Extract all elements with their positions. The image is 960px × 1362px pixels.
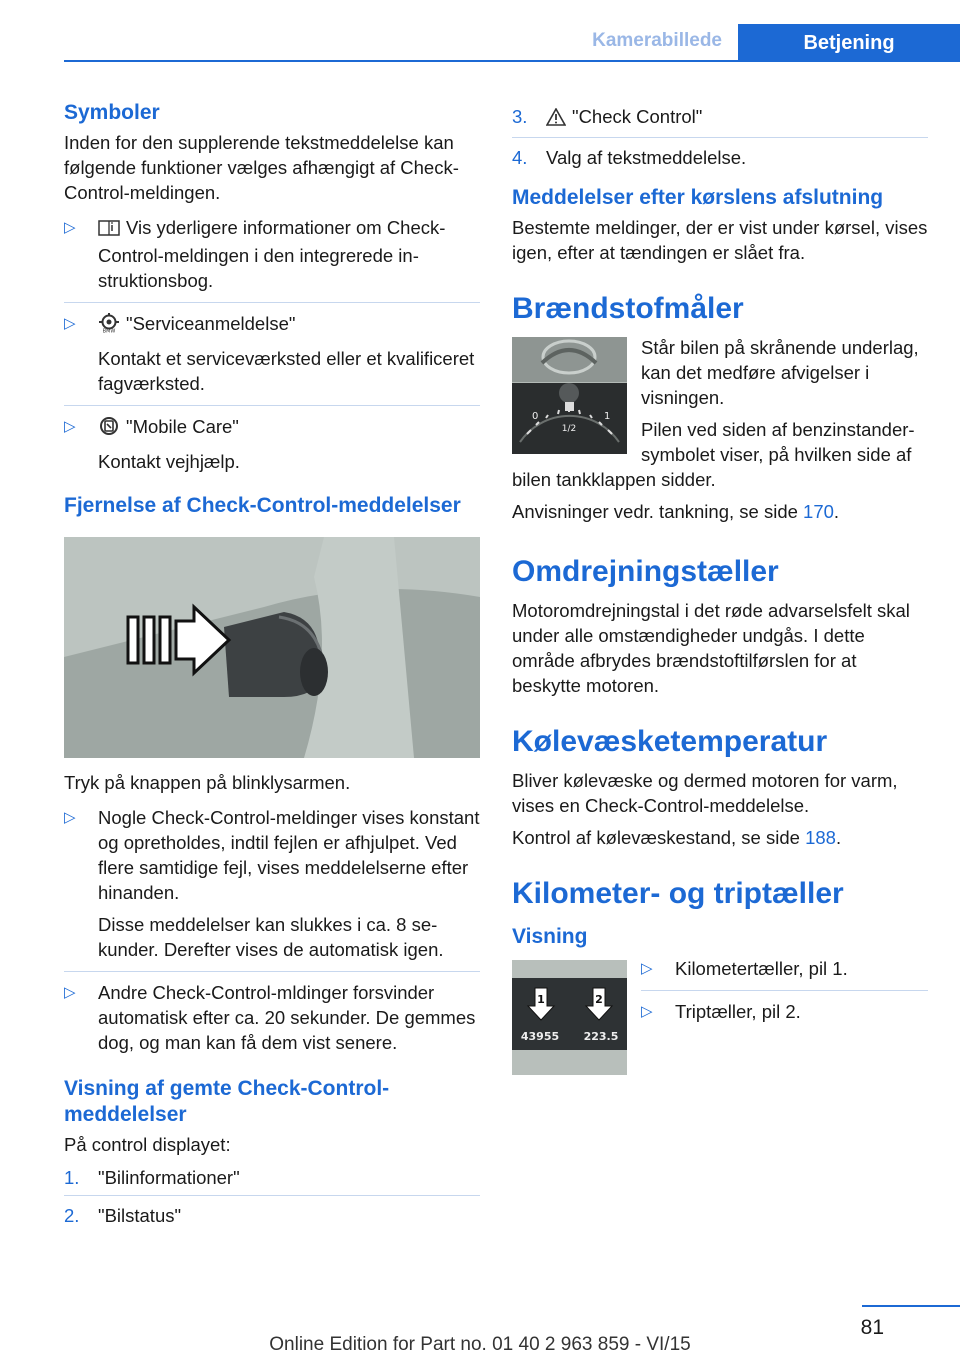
omdrejning-text: Motoromdrejningstal i det røde advarselsfelt skal under alle omstændigheder undgås. I dette område afbrydes brændstoftilførslen for at beskytte motoren. (512, 600, 910, 696)
book-icon (98, 218, 120, 243)
kole-heading: Kølevæsketemperatur (512, 725, 828, 758)
step-number: 4. (512, 147, 528, 168)
triangle-bullet-icon: ▷ (64, 418, 76, 435)
step-text: "Bilstatus" (98, 1205, 182, 1226)
gauge-label-half: 1/2 (561, 424, 577, 434)
page-link-188[interactable]: 188 (805, 827, 836, 848)
steps-list (64, 1165, 480, 1233)
gauge-label-full: 1 (604, 411, 611, 422)
symbol-text: "Mobile Care" (126, 416, 239, 437)
fuel-gauge-image (512, 337, 627, 454)
arrow-1-label: 1 (537, 993, 545, 1006)
symbol-text: "Serviceanmeldelse" (126, 313, 296, 334)
visning-subheading: Visning (512, 925, 588, 948)
tripmeter-value: 223.5 (583, 1030, 619, 1043)
anvisninger-text: Anvisninger vedr. tankning, se side 170. (512, 501, 840, 522)
list-item (64, 980, 480, 1064)
symbol-subtext: Kontakt et serviceværksted eller et kvalificeret fagværksted. (98, 348, 475, 394)
warning-triangle-icon (546, 107, 566, 132)
note-text: Andre Check-Control-mldinger forsvinder automatisk efter ca. 20 sekunder. De gemmes dog, og man kan få dem vist senere. (98, 982, 476, 1053)
braendstof-heading: Brændstofmåler (512, 292, 744, 325)
step-text: Valg af tekstmeddelelse. (546, 147, 747, 168)
braendstof-p2: Pilen ved siden af benzinstander-symbolet viser, på hvilken side af bilen tankklappen sidder. (512, 419, 915, 490)
list-item (64, 1203, 480, 1233)
chapter-tab[interactable]: Betjening (738, 24, 960, 62)
km-heading: Kilometer- og triptæller (512, 877, 844, 910)
steps-list-continued (512, 104, 928, 175)
list-item (512, 145, 928, 175)
notes-list (64, 805, 480, 1064)
list-item (64, 215, 480, 303)
symbol-text: Vis yderligere informationer om Check-Control-meldingen i den integrerede instruktionsbog. (98, 217, 446, 291)
note-subtext: Disse meddelelser kan slukkes i ca. 8 sekunder. Derefter vises de automatisk igen. (98, 914, 444, 960)
kole-p1: Bliver kølevæske og dermed motoren for varm, vises en Check-Control-meddelelse. (512, 770, 898, 816)
list-item (641, 999, 928, 1033)
triangle-bullet-icon: ▷ (641, 1003, 653, 1020)
symboler-intro: Inden for den supplerende tekstmeddelelse kan følgende funktioner vælges afhængigt af Check-Control-meldingen. (64, 132, 459, 203)
footer-rule (862, 1305, 960, 1307)
list-item (64, 414, 480, 483)
km-list (641, 956, 928, 1033)
meddelelser-text: Bestemte meldinger, der er vist under kørsel, vises igen, efter at tændingen er slået fra. (512, 217, 928, 263)
service-icon (98, 313, 120, 339)
arrow-2-label: 2 (595, 993, 603, 1006)
mobile-care-icon (98, 416, 120, 442)
photo-caption: Tryk på knappen på blinklysarmen. (64, 772, 351, 793)
step-number: 2. (64, 1205, 80, 1226)
triangle-bullet-icon: ▷ (641, 960, 653, 977)
braendstof-p1: Står bilen på skrånende underlag, kan det medføre afvigelser i visningen. (641, 337, 919, 408)
edition-footer: Online Edition for Part no. 01 40 2 963 859 - VI/15 (269, 1334, 691, 1355)
meddelelser-heading: Meddelelser efter kørslens afslutning (512, 186, 884, 209)
page-number: 81 (860, 1316, 884, 1339)
odometer-image (512, 960, 627, 1075)
triangle-bullet-icon: ▷ (64, 809, 76, 826)
km-item-text: Kilometertæller, pil 1. (675, 958, 848, 979)
list-item (64, 1165, 480, 1196)
turn-signal-lever-photo (64, 537, 480, 758)
fjernelse-heading: Fjernelse af Check-Control-meddelelser (64, 494, 461, 517)
step-text: "Bilinformationer" (98, 1167, 240, 1188)
triangle-bullet-icon: ▷ (64, 315, 76, 332)
gauge-label-empty: 0 (532, 411, 539, 422)
symbol-subtext: Kontakt vejhjælp. (98, 451, 240, 472)
svg-text:BMW: BMW (102, 328, 116, 333)
step-text: "Check Control" (572, 106, 703, 127)
step-number: 1. (64, 1167, 80, 1188)
symboler-heading: Symboler (64, 101, 160, 124)
page-link-170[interactable]: 170 (803, 501, 834, 522)
km-item-text: Triptæller, pil 2. (675, 1001, 801, 1022)
omdrejning-heading: Omdrejningstæller (512, 555, 779, 588)
triangle-bullet-icon: ▷ (64, 984, 76, 1001)
list-item (64, 311, 480, 406)
step-number: 3. (512, 106, 528, 127)
right-column (512, 100, 928, 1081)
list-item (64, 805, 480, 972)
section-tab[interactable]: Kamerabillede (592, 30, 722, 51)
list-item (512, 104, 928, 138)
page-header (64, 24, 960, 62)
triangle-bullet-icon: ▷ (64, 219, 76, 236)
note-text: Nogle Check-Control-meldinger vises konstant og opretholdes, indtil fejlen er afhjulpet. Ved flere samtidige fejl, vises meddelelserne efter hinanden. (98, 807, 480, 903)
visning-heading: Visning af gemte Check-Control-meddelelser (64, 1077, 390, 1126)
list-item (641, 956, 928, 991)
visning-intro: På control displayet: (64, 1134, 231, 1155)
left-column (64, 100, 480, 1240)
symbol-list (64, 215, 480, 483)
kole-p2: Kontrol af kølevæskestand, se side 188. (512, 827, 842, 848)
odometer-value: 43955 (520, 1030, 560, 1043)
